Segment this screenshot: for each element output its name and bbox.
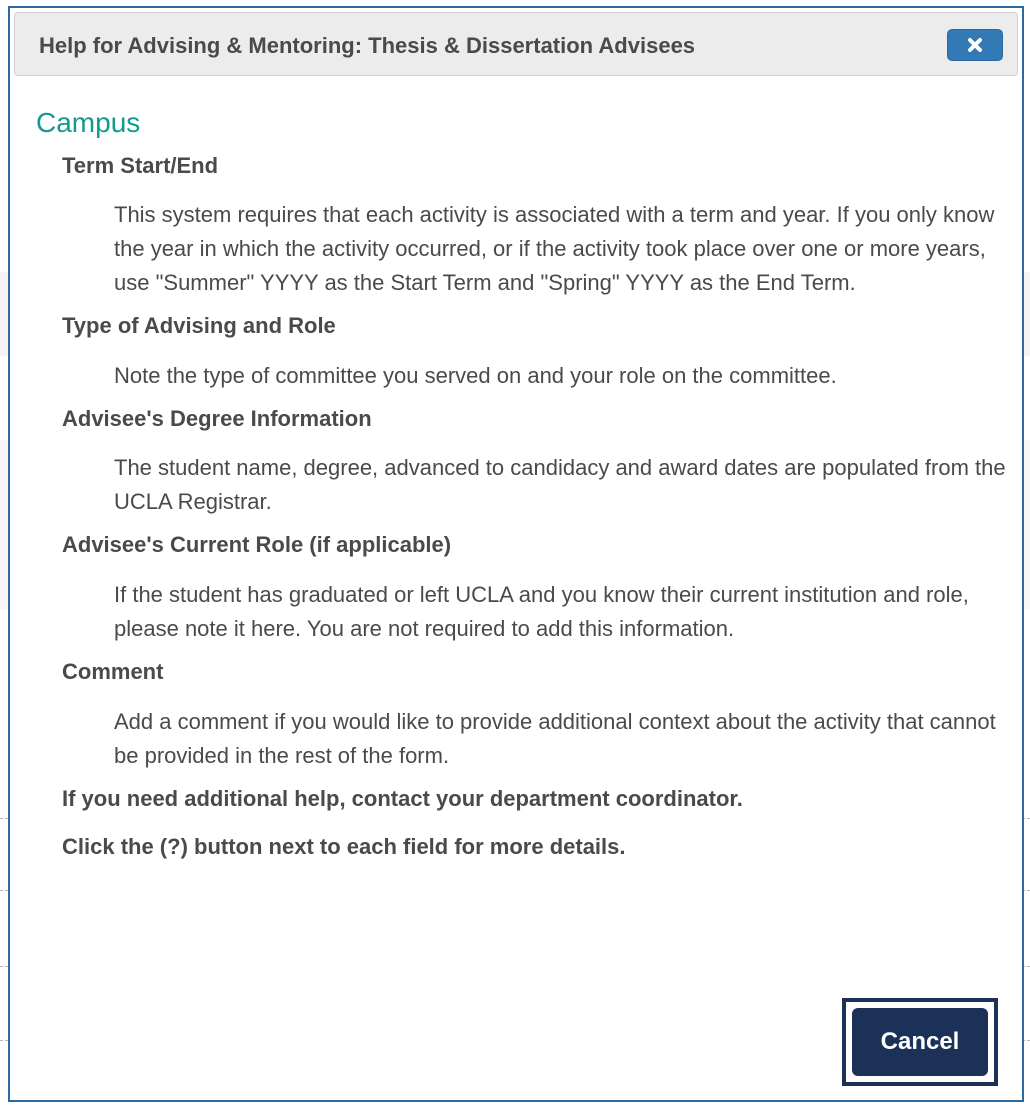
help-item: [36, 658, 996, 773]
help-field-note: Click the (?) button next to each field for more details.: [62, 834, 626, 860]
help-modal: [8, 6, 1024, 1102]
help-item: [36, 405, 1006, 520]
help-item: [36, 312, 996, 393]
help-contact-note: If you need additional help, contact your department coordinator.: [62, 785, 743, 811]
close-button[interactable]: [947, 29, 1003, 61]
close-icon: [967, 37, 983, 53]
help-heading: Comment: [62, 658, 164, 684]
modal-header: [14, 12, 1018, 76]
cancel-button[interactable]: Cancel: [852, 1008, 988, 1076]
help-text: The student name, degree, advanced to candidacy and award dates are populated from the UCLA Registrar.: [114, 455, 1006, 515]
modal-title: Help for Advising & Mentoring: Thesis & Dissertation Advisees: [39, 33, 696, 58]
help-text: This system requires that each activity is associated with a term and year. If you only know the year in which the activity occurred, or if the activity took place over one or more years, use "Summer" YYYY as the Start Term and "Spring" YYYY as the End Term.: [114, 202, 995, 296]
help-heading: Advisee's Degree Information: [62, 405, 372, 431]
help-heading: Advisee's Current Role (if applicable): [62, 532, 452, 558]
help-item: [36, 152, 996, 301]
cancel-button-focus-ring: [842, 998, 998, 1086]
help-text: If the student has graduated or left UCLA and you know their current institution and role, please note it here. You are not required to add this information.: [114, 581, 969, 641]
help-heading: Type of Advising and Role: [62, 313, 336, 339]
help-item: [36, 531, 996, 646]
section-title: Campus: [36, 107, 141, 138]
help-text: Add a comment if you would like to provide additional context about the activity that cannot be provided in the rest of the form.: [114, 708, 996, 768]
modal-body: [36, 106, 1006, 882]
help-text: Note the type of committee you served on and your role on the committee.: [114, 362, 837, 388]
help-heading: Term Start/End: [62, 152, 219, 178]
